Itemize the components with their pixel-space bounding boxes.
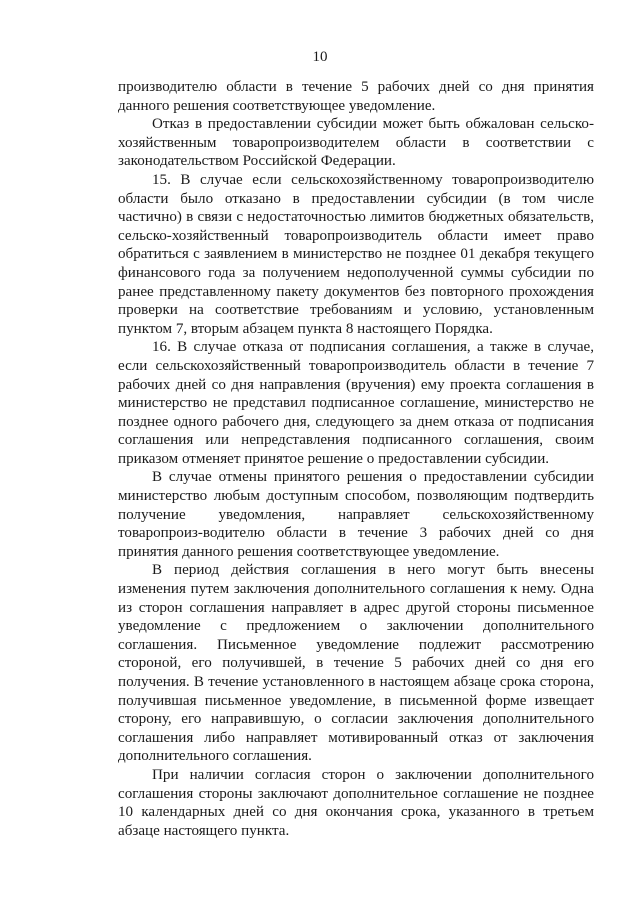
paragraph-clause-16: 16. В случае отказа от подписания соглашения, а также в случае, если сельскохозяйственный товаропроизводитель области в течение 7 рабочих дней со дня направления (вручения) ему проекта соглашения в министерство не представил подписанное соглашение, министерство не позднее одного рабочего дня, следующего за днем отказа от подписания соглашения или непредставления подписанного соглашения, своим приказом отменяет принятое решение о предоставлении субсидии. [118,339,594,467]
paragraph-amendments: В период действия соглашения в него могут быть внесены изменения путем заключения дополнительного соглашения к нему. Одна из сторон соглашения направляет в адрес другой стороны письменное уведомление с предложением о заключении дополнительного соглашения. Письменное уведомление подлежит рассмотрению стороной, его получившей, в течение 5 рабочих дней со дня его получения. В течение установленного в настоящем абзаце срока сторона, получившая письменное уведомление, в письменной форме извещает сторону, его направившую, о согласии заключения дополнительного соглашения либо направляет мотивированный отказ от заключения дополнительного соглашения. [118,562,594,765]
paragraph-clause-15: 15. В случае если сельскохозяйственному товаропроизводителю области было отказано в предоставлении субсидии (в том числе частично) в связи с недостаточностью лимитов бюджетных обязательств, сельско-хозяйственный товаропроизводитель области имеет право обратиться с заявлением в министерство не позднее 01 декабря текущего финансового года за получением недополученной суммы субсидии по ранее представленному пакету документов без повторного прохождения проверки на соответствие требованиям и условию, установленным пунктом 7, вторым абзацем пункта 8 настоящего Порядка. [118,171,594,337]
paragraph-agreement-deadline: При наличии согласия сторон о заключении дополнительного соглашения стороны заключают дополнительное соглашение не позднее 10 календарных дней со дня окончания срока, указанного в третьем абзаце настоящего пункта. [118,766,594,839]
paragraph-appeal: Отказ в предоставлении субсидии может быть обжалован сельско-хозяйственным товаропроизводителем области в соответствии с законодательством Российской Федерации. [118,116,594,170]
paragraph-cancellation: В случае отмены принятого решения о предоставлении субсидии министерство любым доступным способом, позволяющим подтвердить получение уведомления, направляет сельскохозяйственному товаропроиз-водителю области в течение 3 рабочих дней со дня принятия данного решения соответствующее уведомление. [118,469,594,560]
document-body [118,78,594,840]
paragraph-continuation: производителю области в течение 5 рабочих дней со дня принятия данного решения соответствующее уведомление. [118,79,594,114]
page-number: 10 [312,49,328,65]
